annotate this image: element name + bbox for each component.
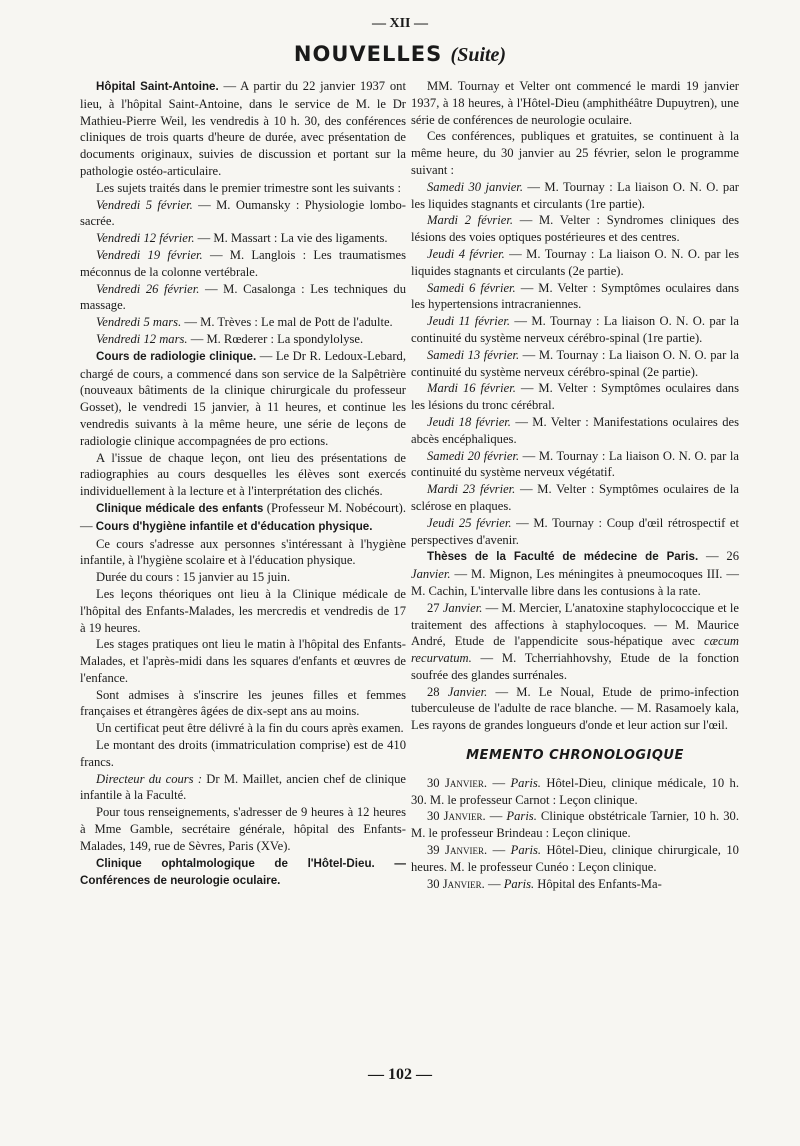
paragraph: Durée du cours : 15 janvier au 15 juin. [96, 570, 291, 585]
title-main: NOUVELLES [293, 42, 443, 66]
page-number: — 102 — [368, 1066, 432, 1083]
paragraph: Les sujets traités dans le premier trimestre sont les suivants : [96, 180, 401, 195]
paragraph: Pour tous renseignements, s'adresser de 9 heures à 12 heures à Mme Gamble, secrétaire générale, hôpital des Enfants-Malades, 149, rue de Sèvres, Paris (XVe). [80, 805, 406, 853]
paragraph: Un certificat peut être délivré à la fin du cours après examen. [96, 721, 404, 736]
schedule-entry: Samedi 30 janvier. — M. Tournay : La liaison O. N. O. par les liquides stagnants et circulants (1re partie). [411, 179, 739, 211]
paragraph: Le montant des droits (immatriculation comprise) est de 410 francs. [80, 738, 406, 769]
memento-entry: 30 Janvier. — Paris. Clinique obstétricale Tarnier, 10 h. 30. M. le professeur Brindeau : Leçon clinique. [411, 809, 740, 841]
paragraph: MM. Tournay et Velter ont commencé le mardi 19 janvier 1937, à 18 heures, à l'Hôtel-Dieu (amphithéâtre Dupuytren), une série de conférences de neurologie oculaire. [411, 79, 739, 127]
schedule-entry: Mardi 23 février. — M. Velter : Symptômes oculaires de la sclérose en plaques. [411, 482, 739, 513]
page-title [0, 42, 800, 67]
memento-entry: 39 Janvier. — Paris. Hôtel-Dieu, clinique chirurgicale, 10 heures. M. le professeur Cunéo : Leçon clinique. [411, 843, 739, 874]
paragraph [80, 855, 406, 891]
schedule-entry: Vendredi 12 février. — M. Massart : La vie des ligaments. [96, 231, 388, 246]
schedule-entry: Vendredi 5 mars. — M. Trèves : Le mal de Pott de l'adulte. [96, 315, 393, 330]
schedule-entry: Samedi 13 février. — M. Tournay : La liaison O. N. O. par la continuité du système nerveux cérébro-spinal (2e partie). [411, 347, 739, 379]
paragraph: 28 Janvier. — M. Le Noual, Etude de primo-infection tuberculeuse de l'adulte de race blanche. — M. Rasamoely kala, Les rayons de grandes longueurs d'onde et leur action sur l'œil. [411, 684, 739, 733]
paragraph: Sont admises à s'inscrire les jeunes filles et femmes françaises et étrangères âgées de dix-sept ans au moins. [80, 687, 406, 719]
paragraph: Ces conférences, publiques et gratuites, se continuent à la même heure, du 30 janvier au 25 février, selon le programme suivant : [411, 129, 739, 177]
paragraph: Cours de radiologie clinique. — Le Dr R. Ledoux-Lebard, chargé de cours, a commencé dans son service de la Salpêtrière (nouveaux bâtiments de la clinique chirurgicale du professeur Gosset), le vendredi 15 janvier, à 11 heures, et continue les vendredis suivants à la même heure, une série de leçons de radiologie clinique accompagnées de pro ections. [80, 348, 406, 448]
right-column [411, 78, 739, 892]
section-heading: Clinique médicale des enfants [96, 501, 264, 515]
memento-entry: 30 Janvier. — Paris. Hôtel-Dieu, clinique médicale, 10 h. 30. M. le professeur Carnot : Leçon clinique. [411, 775, 740, 807]
paragraph: 27 Janvier. — M. Mercier, L'anatoxine staphylococcique et le traitement des affections à staphylocoques. — M. Maurice André, Etude de l'appendicite sous-hépatique avec cæcum recurvatum. — M. Tcherriahhovshy, Etude de la fonction soufrée des glandes surrénales. [411, 600, 739, 682]
schedule-entry: Jeudi 25 février. — M. Tournay : Coup d'œil rétrospectif et perspectives d'avenir. [411, 515, 739, 547]
paragraph: Thèses de la Faculté de médecine de Paris. — 26 Janvier. — M. Mignon, Les méningites à pneumocoques III. — M. Cachin, L'intervalle libre dans les contusions à la rate. [411, 549, 740, 598]
schedule-entry: Vendredi 12 mars. — M. Rœderer : La spondylolyse. [96, 331, 364, 346]
section-heading: Thèses de la Faculté de médecine de Paris. [427, 550, 699, 564]
paragraph: Les stages pratiques ont lieu le matin à l'hôpital des Enfants-Malades, et l'après-midi dans les squares d'enfants et œuvres de l'enfance. [80, 637, 406, 685]
schedule-entry: Samedi 6 février. — M. Velter : Symptômes oculaires dans les hypertensions intracraniennes. [411, 280, 739, 312]
paragraph: Hôpital Saint-Antoine. — A partir du 22 janvier 1937 ont lieu, à l'hôpital Saint-Antoine, dans le service de M. le Dr Mathieu-Pierre Weil, les vendredis à 10 h. 30, des conférences cliniques de trois quarts d'heure de durée, avec présentation de documents originaux, suivies de discussion et portant sur la pathologie ostéo-articulaire. [80, 79, 406, 178]
memento-entry: 30 Janvier. — Paris. Hôpital des Enfants-Ma- [427, 876, 662, 891]
schedule-entry: Mardi 2 février. — M. Velter : Syndromes cliniques des lésions des voies optiques postérieures et des centres. [411, 213, 740, 245]
paragraph: Directeur du cours : Dr M. Maillet, ancien chef de clinique infantile à la Faculté. [80, 771, 406, 803]
paragraph: Les leçons théoriques ont lieu à la Clinique médicale de l'hôpital des Enfants-Malades, les mercredis et vendredis de 17 à 19 heures. [80, 586, 406, 635]
schedule-entry: Vendredi 19 février. — M. Langlois : Les traumatismes méconnus de la colonne vertébrale. [80, 247, 406, 279]
schedule-entry: Mardi 16 février. — M. Velter : Symptômes oculaires dans les lésions du tronc cérébral. [411, 381, 739, 413]
section-heading: Hôpital Saint-Antoine. [96, 80, 219, 93]
paragraph: Clinique médicale des enfants (Professeur M. Nobécourt). — Cours d'hygiène infantile et d'éducation physique. [80, 500, 406, 533]
schedule-entry: Jeudi 11 février. — M. Tournay : La liaison O. N. O. par la continuité du système nerveux cérébro-spinal (1re partie). [411, 314, 739, 345]
page-header: — XII — [371, 16, 428, 31]
section-heading: Clinique ophtalmologique de l'Hôtel-Dieu. — Conférences de neurologie oculaire. [80, 856, 406, 888]
section-heading: Cours de radiologie clinique. [96, 349, 257, 363]
memento-heading: MEMENTO CHRONOLOGIQUE [466, 748, 684, 764]
left-column [80, 78, 406, 890]
paragraph: A l'issue de chaque leçon, ont lieu des présentations de radiographies au cours desquelles les élèves sont exercés individuellement à la lecture et à l'interprétation des clichés. [80, 450, 406, 499]
schedule-entry: Samedi 20 février. — M. Tournay : La liaison O. N. O. par la continuité du système nerveux végétatif. [411, 448, 739, 480]
section-heading: Cours d'hygiène infantile et d'éducation physique. [95, 519, 373, 533]
schedule-entry: Vendredi 5 février. — M. Oumansky : Physiologie lombo-sacrée. [80, 197, 406, 229]
paragraph: Ce cours s'adresse aux personnes s'intéressant à l'hygiène infantile, à l'hygiène scolaire et à l'éducation physique. [80, 536, 406, 568]
schedule-entry: Vendredi 26 février. — M. Casalonga : Les techniques du massage. [80, 281, 406, 313]
title-suffix: (Suite) [450, 44, 507, 66]
schedule-entry: Jeudi 18 février. — M. Velter : Manifestations oculaires des abcès encéphaliques. [411, 414, 739, 446]
schedule-entry: Jeudi 4 février. — M. Tournay : La liaison O. N. O. par les liquides stagnants et circulants (2e partie). [411, 246, 740, 278]
